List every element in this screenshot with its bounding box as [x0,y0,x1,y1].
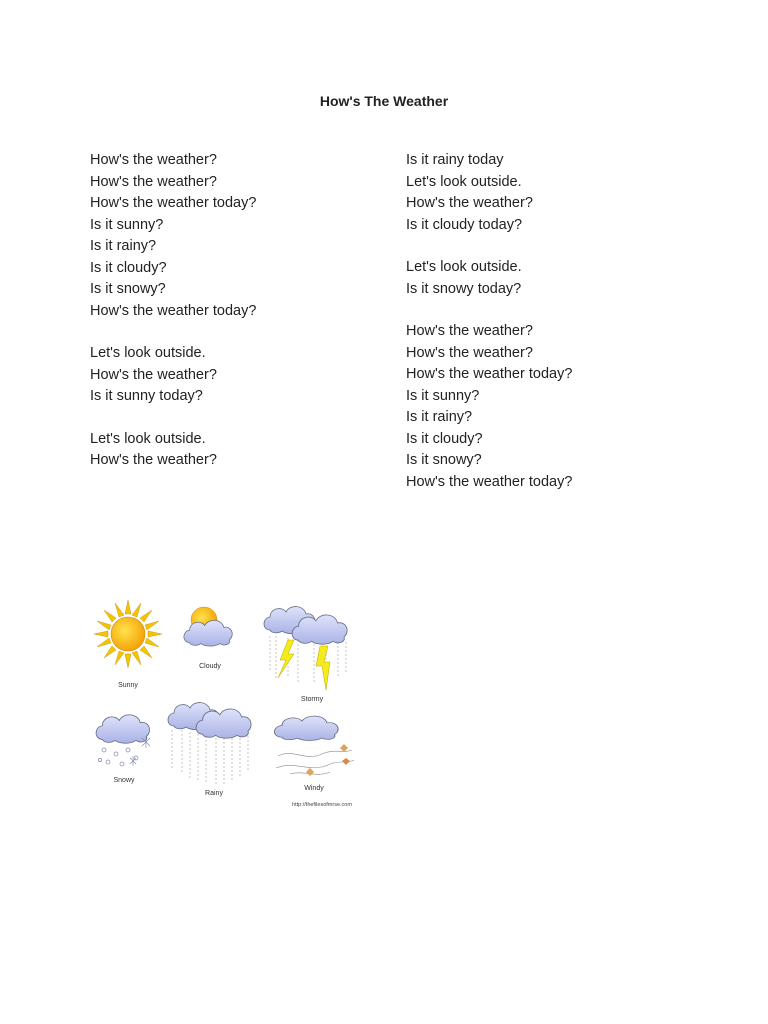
song-line: Is it sunny? [90,216,164,233]
song-line: Is it rainy today [406,152,504,168]
sunny-label: Sunny [118,682,138,689]
song-column-left [90,150,380,472]
song-line: Is it cloudy? [90,259,167,276]
song-line: Is it snowy? [90,281,166,297]
song-line: Is it sunny today? [90,388,203,404]
song-line: How's the weather? [90,152,217,168]
song-line: Is it rainy? [406,409,473,425]
song-line: How's the weather today? [90,195,257,211]
song-line: Is it snowy today? [406,280,522,297]
stormy-label: Stormy [300,696,324,703]
song-line: Let's look outside. [406,259,522,275]
snowy-label: Snowy [113,777,135,784]
song-line: How's the weather? [406,195,533,211]
song-line: Is it cloudy today? [406,216,523,233]
windy-label: Windy [304,785,324,792]
sunny-icon [94,600,162,689]
weather-chart [90,598,362,812]
song-line: How's the weather? [90,452,217,468]
windy-icon [275,716,355,792]
cloudy-label: Cloudy [199,663,221,670]
song-line: How's the weather today? [90,302,257,319]
song-line: Let's look outside. [90,430,206,447]
song-line: Is it rainy? [90,238,157,254]
snowy-icon [96,715,150,784]
cloudy-icon [184,607,232,670]
song-line: How's the weather? [90,366,217,383]
song-line: How's the weather? [406,344,533,361]
song-line: How's the weather? [90,173,217,190]
stormy-icon [264,607,347,703]
song-line: Let's look outside. [406,173,522,190]
song-line: Is it cloudy? [406,430,483,447]
image-credit: http://thefilesofmrse.com [292,802,352,808]
song-line: Let's look outside. [90,345,206,361]
song-line: How's the weather today? [406,366,573,382]
rainy-label: Rainy [205,790,223,797]
song-column-right [406,150,706,493]
rainy-icon [168,703,251,797]
song-line: Is it snowy? [406,452,482,468]
song-line: Is it sunny? [406,387,480,404]
song-line: How's the weather today? [406,473,573,490]
song-line: How's the weather? [406,323,533,339]
page-title: How's The Weather [319,93,449,109]
